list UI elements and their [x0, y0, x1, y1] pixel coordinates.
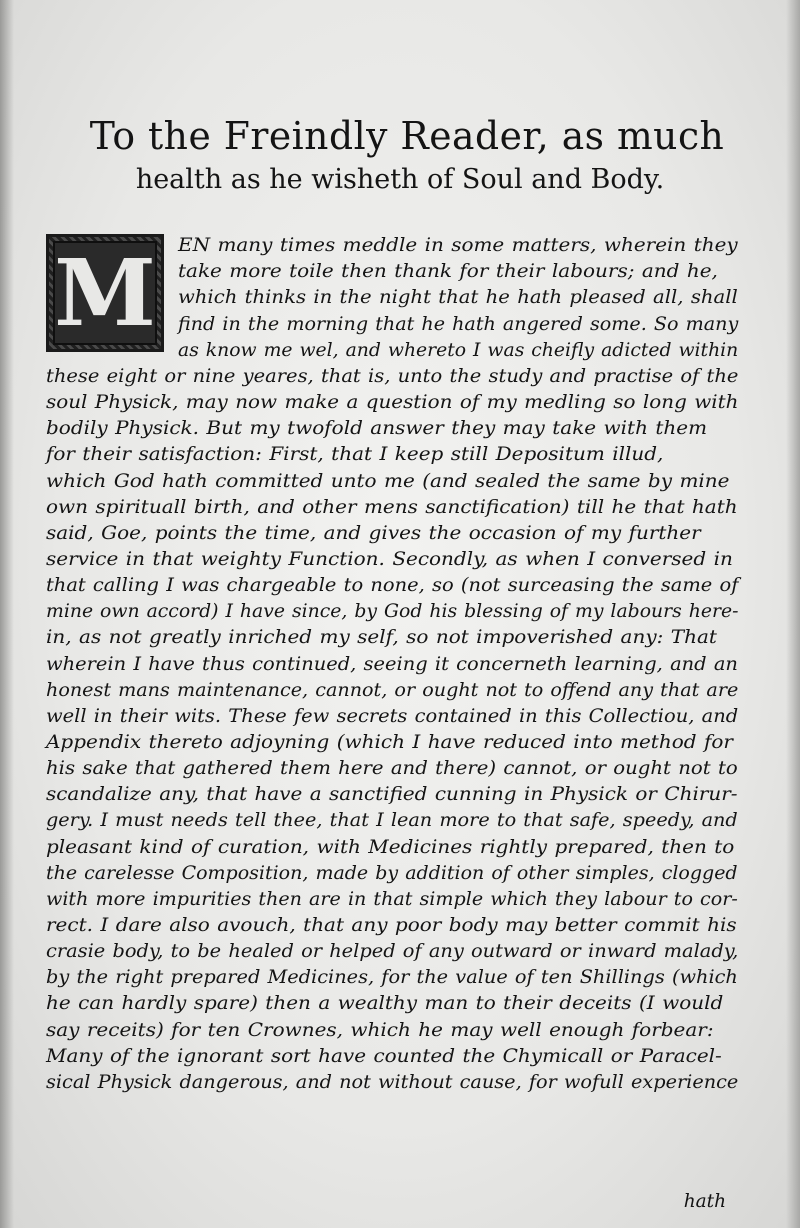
body-line: service in that weighty Function. Secondly, as when I conversed in [46, 549, 733, 570]
body-line: crasie body, to be healed or helped of any outward or inward malady, [46, 941, 739, 962]
body-line: find in the morning that he hath angered some. So many [178, 314, 739, 335]
body-line: said, Goe, points the time, and gives the occasion of my further [46, 523, 701, 544]
decorated-initial-frame [53, 241, 157, 345]
body-line: these eight or nine yeares, that is, unto the study and practise of the [46, 366, 739, 387]
body-line: rect. I dare also avouch, that any poor body may better commit his [46, 915, 737, 936]
body-line: sical Physick dangerous, and not without cause, for wofull experience [46, 1072, 739, 1093]
body-line: which God hath committed unto me (and sealed the same by mine [46, 471, 730, 492]
decorated-initial-letter: M [54, 239, 156, 347]
body-line: say receits) for ten Crownes, which he may well enough forbear: [46, 1020, 714, 1041]
body-line: for their satisfaction: First, that I keep still Depositum illud, [46, 444, 664, 465]
body-line: gery. I must needs tell thee, that I lean more to that safe, speedy, and [46, 810, 738, 831]
body-line: the carelesse Composition, made by addition of other simples, clogged [46, 863, 738, 884]
body-line: Appendix thereto adjoyning (which I have reduced into method for [46, 732, 733, 753]
body-line: with more impurities then are in that simple which they labour to cor- [46, 889, 738, 910]
body-line: own spirituall birth, and other mens sanctification) till he that hath [46, 497, 738, 518]
body-line: bodily Physick. But my twofold answer they may take with them [46, 418, 708, 439]
title-line-1: To the Freindly Reader, as much [89, 114, 725, 158]
body-line: take more toile then thank for their labours; and he, [178, 261, 718, 282]
body-line: mine own accord) I have since, by God his blessing of my labours here- [46, 601, 739, 622]
body-line: wherein I have thus continued, seeing it concerneth learning, and an [46, 654, 738, 675]
body-line: as know me wel, and whereto I was cheifly adicted within [178, 340, 739, 361]
body-line: he can hardly spare) then a wealthy man to their deceits (I would [46, 993, 724, 1014]
body-line: Many of the ignorant sort have counted the Chymicall or Paracel- [46, 1046, 722, 1067]
body-line: honest mans maintenance, cannot, or ought not to offend any that are [46, 680, 739, 701]
body-line: pleasant kind of curation, with Medicines rightly prepared, then to [46, 837, 735, 858]
catchword: hath [683, 1191, 726, 1212]
body-line: soul Physick, may now make a question of my medling so long with [46, 392, 739, 413]
body-line: well in their wits. These few secrets contained in this Collectiou, and [46, 706, 739, 727]
title-line-2: health as he wisheth of Soul and Body. [135, 164, 665, 195]
body-line: that calling I was chargeable to none, so (not surceasing the same of [46, 575, 739, 596]
body-line: in, as not greatly inriched my self, so not impoverished any: That [46, 627, 717, 648]
page-edge-shadow-right [786, 0, 800, 1228]
page-edge-shadow-left [0, 0, 14, 1228]
body-line: by the right prepared Medicines, for the value of ten Shillings (which [46, 967, 738, 988]
body-line: which thinks in the night that he hath pleased all, shall [178, 287, 738, 308]
body-line: scandalize any, that have a sanctified cunning in Physick or Chirur- [46, 784, 738, 805]
page-header [40, 112, 760, 198]
body-line: EN many times meddle in some matters, wherein they [178, 235, 738, 256]
body-line: his sake that gathered them here and there) cannot, or ought not to [46, 758, 738, 779]
decorated-initial [46, 234, 164, 352]
